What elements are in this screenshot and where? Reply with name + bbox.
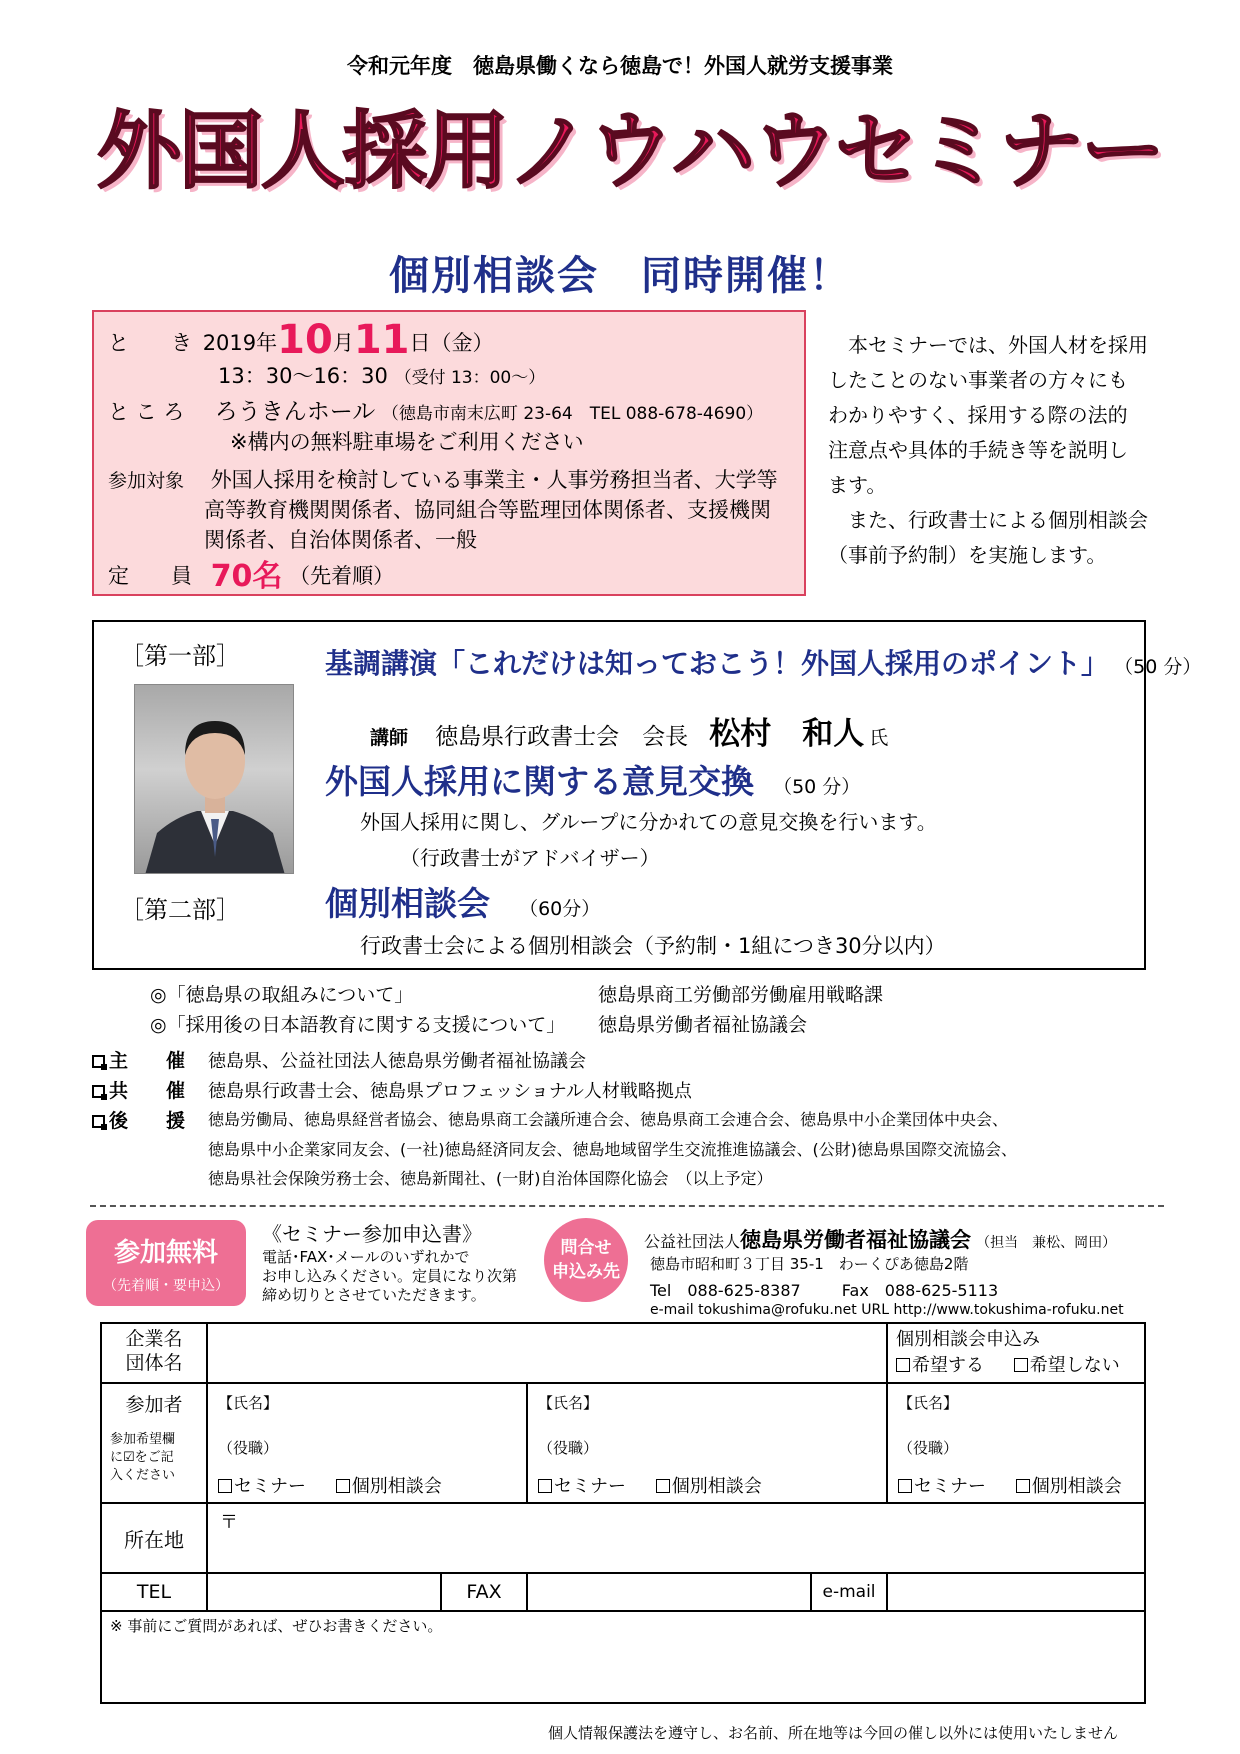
fax-label: FAX (441, 1573, 527, 1611)
participant-note-line: 参加希望欄 (110, 1432, 176, 1447)
email-label: e-mail (811, 1573, 887, 1611)
consult-no-checkbox[interactable] (1014, 1358, 1028, 1372)
month-unit: 月 (332, 331, 354, 355)
consult-no-label: 希望しない (1029, 1355, 1120, 1376)
cohost-text: 徳島県行政書士会、徳島県プロフェッショナル人材戦略拠点 (208, 1081, 692, 1102)
participant-note-line: 入ください (110, 1468, 176, 1483)
parking-note: ※構内の無料駐車場をご利用ください (230, 430, 584, 454)
target-label: 参加対象 (108, 470, 185, 492)
contact-org-prefix: 公益社団法人 (644, 1232, 741, 1251)
contact-fax: Fax 088-625-5113 (841, 1281, 999, 1300)
question-field[interactable] (101, 1611, 1145, 1703)
company-label-line: 企業名 (125, 1328, 183, 1350)
name-label: 【氏名】 (218, 1394, 279, 1412)
lecturer-name: 松村 和人 (709, 716, 865, 752)
consult-title: 個別相談会 (325, 884, 490, 923)
position-label: （役職） (538, 1439, 599, 1457)
venue-address: （徳島市南末広町 23-64 TEL 088-678-4690） (381, 404, 764, 424)
when-label: と き (108, 331, 192, 355)
support-label-text: 後 援 (109, 1110, 186, 1132)
report-title-1: ◎「徳島県の取組みについて」 (150, 984, 414, 1006)
event-weekday: （金） (430, 331, 494, 355)
exchange-desc: 外国人採用に関し、グループに分かれての意見交換を行います。 (360, 810, 937, 834)
lecturer-row (370, 708, 888, 753)
intro-line: また、行政書士による個別相談会 (828, 508, 1148, 532)
intro-line: わかりやすく、採用する際の法的 (828, 403, 1128, 427)
company-field[interactable] (207, 1323, 887, 1383)
consult-checkbox[interactable] (336, 1479, 350, 1493)
support-line-3: 徳島県社会保険労務士会、徳島新聞社、(一財)自治体国際化協会 （以上予定） (208, 1169, 773, 1188)
keynote-row (325, 642, 1201, 682)
form-title: 《セミナー参加申込書》 (262, 1222, 482, 1246)
host-label-text: 主 催 (109, 1050, 186, 1072)
seminar-checkbox[interactable] (898, 1479, 912, 1493)
participant-label: 参加者 (125, 1394, 183, 1416)
year-unit: 年 (256, 331, 278, 355)
consult-desc: 行政書士会による個別相談会（予約制・1組につき30分以内） (360, 934, 946, 958)
postal-mark: 〒 (220, 1512, 238, 1533)
capacity-row (108, 559, 395, 594)
event-reception: （受付 13：00～） (394, 368, 546, 388)
main-title: 外国人採用ノウハウセミナー (96, 102, 1163, 200)
seminar-option-label: セミナー (914, 1476, 987, 1497)
exchange-duration: （50 分） (773, 776, 861, 798)
capacity-value: 70名 (210, 559, 283, 594)
participant-1[interactable] (207, 1383, 527, 1503)
participant-note-line: に☑をご記 (110, 1450, 174, 1465)
consult-option-label: 個別相談会 (671, 1476, 762, 1497)
exchange-note: （行政書士がアドバイザー） (400, 846, 660, 870)
contact-web: e-mail tokushima@rofuku.net URL http://www.tokushima-rofuku.net (650, 1302, 1124, 1318)
event-month: 10 (277, 317, 333, 363)
intro-line: ます。 (828, 473, 887, 497)
seminar-option-label: セミナー (234, 1476, 306, 1497)
contact-org: 徳島県労働者福祉協議会 (740, 1228, 972, 1252)
seminar-option-label: セミナー (554, 1476, 626, 1497)
host-label (92, 1046, 185, 1073)
lecturer-org: 徳島県行政書士会 会長 (435, 724, 689, 750)
event-info-box (92, 310, 806, 596)
where-row (108, 398, 763, 428)
consult-yes-checkbox[interactable] (896, 1358, 910, 1372)
part1-label: ［第一部］ (120, 642, 240, 670)
free-note: （先着順・要申込） (103, 1278, 229, 1294)
speaker-photo (134, 684, 294, 874)
report-title-2: ◎「採用後の日本語教育に関する支援について」 (150, 1014, 566, 1036)
consult-checkbox[interactable] (1016, 1479, 1030, 1493)
venue-name: ろうきんホール (214, 399, 376, 425)
cohost-label-text: 共 催 (109, 1080, 186, 1102)
consult-checkbox[interactable] (656, 1479, 670, 1493)
consult-duration: （60分） (519, 898, 601, 920)
participant-label-cell (101, 1383, 207, 1503)
report-by-1: 徳島県商工労働部労働雇用戦略課 (598, 984, 884, 1006)
target-line-1: 外国人採用を検討している事業主・人事労務担当者、大学等 (210, 468, 778, 492)
contact-badge (544, 1218, 628, 1302)
capacity-label: 定 員 (108, 564, 192, 588)
form-note-line: お申し込みください。定員になり次第 (262, 1267, 518, 1285)
event-day: 11 (353, 317, 410, 363)
consult-option-label: 個別相談会 (351, 1476, 442, 1497)
consult-option-label: 個別相談会 (1031, 1476, 1122, 1497)
time-row (218, 362, 545, 392)
contact-address: 徳島市昭和町３丁目 35-1 わーくぴあ徳島2階 (650, 1255, 969, 1273)
contact-badge-line: 申込み先 (552, 1262, 620, 1282)
keynote-duration: （50 分） (1114, 656, 1202, 678)
privacy-footer: 個人情報保護法を遵守し、お名前、所在地等は今回の催し以外には使用いたしません (548, 1724, 1119, 1742)
consult-row (325, 878, 600, 925)
checkbox-bullet-icon (92, 1055, 105, 1068)
free-badge (86, 1220, 246, 1306)
support-line-2: 徳島県中小企業家同友会、(一社)徳島経済同友会、徳島地域留学生交流推進協議会、(公財)徳島県国際交流協会、 (208, 1140, 1017, 1159)
cohost-label (92, 1076, 185, 1103)
name-label: 【氏名】 (898, 1394, 959, 1412)
contact-person: （担当 兼松、岡田） (976, 1235, 1117, 1251)
intro-line: （事前予約制）を実施します。 (828, 543, 1107, 567)
name-label: 【氏名】 (538, 1394, 599, 1412)
capacity-note: （先着順） (289, 564, 395, 588)
seminar-checkbox[interactable] (218, 1479, 232, 1493)
lecturer-suffix: 氏 (869, 727, 889, 749)
part2-label: ［第二部］ (120, 896, 240, 924)
free-label: 参加無料 (113, 1238, 218, 1268)
intro-line: したことのない事業者の方々にも (828, 368, 1128, 392)
target-row (108, 466, 778, 495)
position-label: （役職） (898, 1439, 959, 1457)
email-field[interactable] (887, 1573, 1145, 1611)
company-label (101, 1323, 207, 1383)
event-year: 2019 (202, 331, 257, 355)
where-label: と こ ろ (108, 400, 185, 424)
intro-text (828, 328, 1168, 573)
keynote-title: 基調講演「これだけは知っておこう！外国人採用のポイント」 (325, 647, 1110, 680)
when-row (108, 317, 494, 363)
checkbox-bullet-icon (92, 1115, 105, 1128)
host-text: 徳島県、公益社団法人徳島県労働者福祉協議会 (208, 1051, 586, 1072)
consult-apply-cell (887, 1323, 1145, 1383)
seminar-checkbox[interactable] (538, 1479, 552, 1493)
tel-label: TEL (101, 1573, 207, 1611)
top-line: 令和元年度 徳島県働くなら徳島で！外国人就労支援事業 (347, 54, 893, 78)
contact-phone-row (650, 1278, 998, 1301)
day-unit: 日 (409, 331, 431, 355)
target-line-2: 高等教育機関関係者、協同組合等監理団体関係者、支援機関 (204, 498, 771, 522)
support-label (92, 1106, 185, 1133)
fax-field[interactable] (527, 1573, 811, 1611)
exchange-title: 外国人採用に関する意見交換 (325, 762, 754, 801)
subtitle: 個別相談会 同時開催！ (389, 253, 851, 299)
intro-line: 注意点や具体的手続き等を説明し (828, 438, 1128, 462)
form-note (262, 1248, 517, 1305)
application-form (100, 1322, 1146, 1704)
speaker-portrait-icon (135, 685, 294, 874)
checkbox-bullet-icon (92, 1085, 105, 1098)
form-note-line: 電話･FAX･メールのいずれかで (262, 1248, 470, 1266)
contact-tel: Tel 088-625-8387 (650, 1281, 801, 1300)
participant-3[interactable] (887, 1383, 1145, 1503)
target-line-3: 関係者、自治体関係者、一般 (204, 528, 477, 552)
tel-field[interactable] (207, 1573, 441, 1611)
contact-org-row (644, 1224, 1116, 1254)
address-label: 所在地 (101, 1503, 207, 1573)
position-label: （役職） (218, 1439, 279, 1457)
company-label-line: 団体名 (125, 1352, 183, 1374)
cut-line (90, 1205, 1164, 1207)
consult-apply-label: 個別相談会申込み (896, 1329, 1041, 1350)
lecturer-label: 講師 (370, 727, 409, 749)
consult-yes-label: 希望する (912, 1355, 985, 1376)
participant-2[interactable] (527, 1383, 887, 1503)
event-time: 13：30～16：30 (218, 364, 388, 388)
intro-line: 本セミナーでは、外国人材を採用 (828, 333, 1148, 357)
report-by-2: 徳島県労働者福祉協議会 (598, 1014, 808, 1036)
form-note-line: 締め切りとさせていただきます。 (262, 1286, 486, 1304)
support-line-1: 徳島労働局、徳島県経営者協会、徳島県商工会議所連合会、徳島県商工会連合会、徳島県中小企業団体中央会、 (208, 1110, 1009, 1129)
question-note: ※ 事前にご質問があれば、ぜひお書きください。 (110, 1617, 443, 1635)
exchange-row (325, 756, 860, 803)
contact-badge-line: 問合せ (560, 1238, 612, 1258)
address-field[interactable] (207, 1503, 1145, 1573)
